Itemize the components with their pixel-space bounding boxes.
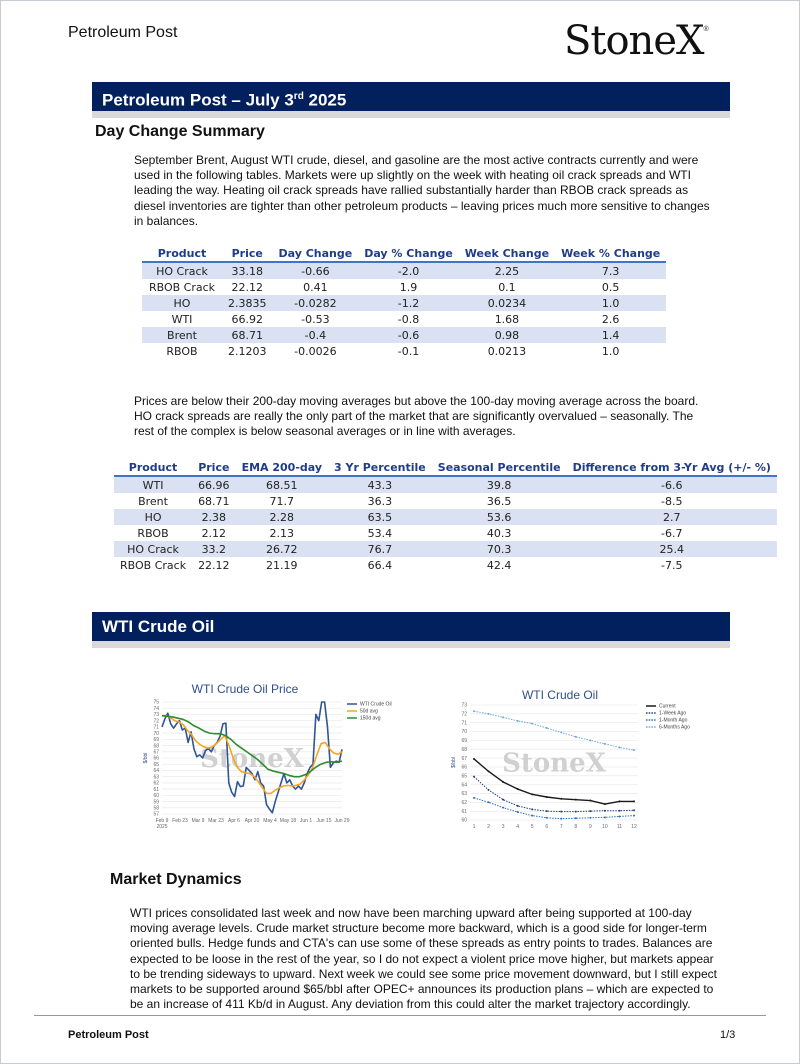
x-tick-label: Apr 20: [244, 818, 260, 824]
data-point: [546, 727, 548, 729]
table-cell: 1.4: [555, 327, 666, 343]
data-point: [589, 810, 591, 812]
legend-label: 50d avg: [360, 708, 378, 715]
table-cell: 0.0213: [487, 344, 527, 358]
table-cell: 76.7: [328, 541, 432, 557]
table-cell: -2.0: [358, 262, 459, 279]
table-cell: 7.3: [555, 262, 666, 279]
x-tick-label: 10: [602, 824, 608, 830]
registered-mark: ®: [703, 26, 708, 33]
table-cell: 2.3835: [222, 295, 273, 311]
x-tick-label: 3: [501, 824, 505, 830]
data-point: [488, 770, 490, 772]
column-header: Product: [114, 460, 192, 476]
y-tick-label: 73: [461, 702, 467, 709]
legend-label: 6-Months Ago: [659, 724, 690, 731]
logo-text: StoneX: [564, 18, 704, 64]
y-tick-label: 71: [461, 720, 467, 727]
y-tick-label: 70: [461, 729, 467, 736]
data-point: [473, 710, 475, 712]
table-cell: 39.8: [432, 476, 567, 493]
table-cell: 66.96: [192, 476, 236, 493]
data-point: [546, 810, 548, 812]
data-point: [517, 805, 519, 807]
data-point: [560, 798, 562, 800]
document-title: Petroleum Post: [68, 24, 178, 41]
table-cell: 70.3: [432, 541, 567, 557]
table-cell: WTI: [171, 312, 193, 326]
y-tick-label: 62: [153, 780, 159, 787]
footer-title: Petroleum Post: [68, 1029, 149, 1041]
y-tick-label: 72: [461, 711, 467, 718]
table-cell: Brent: [142, 327, 222, 343]
data-point: [560, 811, 562, 813]
data-point: [488, 801, 490, 803]
y-tick-label: 73: [153, 712, 159, 719]
data-point: [531, 793, 533, 795]
table-cell: -0.0282: [273, 295, 359, 311]
banner-divider: [92, 111, 730, 118]
table-row: [114, 541, 777, 557]
y-tick-label: 66: [153, 755, 159, 762]
table-row: [114, 493, 777, 509]
data-point: [502, 799, 504, 801]
data-point: [575, 817, 577, 819]
table-cell: 68.71: [198, 494, 230, 508]
day-change-table: [142, 246, 666, 359]
data-point: [560, 818, 562, 820]
x-tick-label: 2: [487, 824, 490, 830]
column-header: Seasonal Percentile: [432, 460, 567, 476]
table-header-row: [142, 246, 666, 262]
table-cell: 63.5: [328, 509, 432, 525]
table-cell: 2.13: [269, 526, 295, 540]
market-dynamics-heading: Market Dynamics: [110, 871, 242, 888]
table-cell: 0.1: [498, 280, 516, 294]
table-cell: 2.38: [192, 509, 236, 525]
watermark: StoneX: [200, 744, 304, 774]
data-point: [502, 781, 504, 783]
x-tick-label: 8: [574, 824, 578, 830]
wti-price-chart: [130, 678, 410, 838]
table-cell: 53.6: [432, 509, 567, 525]
table-cell: 36.3: [367, 494, 393, 508]
data-point: [589, 817, 591, 819]
y-axis-label: $/bbl: [143, 752, 149, 764]
x-tick-sublabel: 2025: [156, 824, 168, 830]
table-cell: 0.0234: [459, 295, 555, 311]
column-header: Difference from 3-Yr Avg (+/- %): [567, 460, 777, 476]
x-tick-label: 1: [472, 824, 476, 830]
data-point: [517, 811, 519, 813]
table-cell: HO: [114, 509, 192, 525]
data-point: [473, 776, 475, 778]
data-point: [531, 815, 533, 817]
day-change-heading: Day Change Summary: [95, 123, 265, 140]
table-cell: 2.28: [236, 509, 328, 525]
table-row: [142, 262, 666, 279]
table-cell: 0.5: [601, 280, 620, 294]
data-point: [546, 796, 548, 798]
y-tick-label: 59: [153, 799, 159, 806]
y-tick-label: 58: [153, 805, 159, 812]
table-cell: 33.18: [222, 262, 273, 279]
table-row: [142, 311, 666, 327]
table-cell: 71.7: [269, 494, 295, 508]
table-cell: 1.68: [494, 312, 520, 326]
y-tick-label: 75: [153, 699, 159, 706]
x-tick-label: Jun 29: [334, 818, 350, 824]
x-tick-label: Feb 9: [155, 818, 169, 824]
data-point: [488, 789, 490, 791]
legend-label: 150d avg: [360, 715, 381, 722]
chart-title: WTI Crude Oil: [521, 688, 599, 702]
stonex-logo: [564, 18, 708, 64]
table-cell: 2.12: [201, 526, 227, 540]
table-cell: 33.2: [192, 541, 236, 557]
data-point: [575, 811, 577, 813]
table-cell: -1.2: [358, 295, 459, 311]
watermark: StoneX: [502, 748, 606, 779]
x-tick-label: 5: [530, 824, 534, 830]
data-point: [633, 815, 635, 817]
x-tick-label: 11: [616, 824, 623, 830]
column-header: Week Change: [459, 246, 555, 262]
data-point: [604, 810, 606, 812]
table-row: [142, 279, 666, 295]
y-tick-label: 72: [153, 718, 159, 725]
table-cell: 53.4: [367, 526, 393, 540]
data-point: [517, 788, 519, 790]
table-cell: HO: [142, 295, 222, 311]
y-tick-label: 66: [461, 764, 467, 771]
table-cell: 66.4: [367, 558, 393, 572]
table-row: [114, 557, 777, 573]
y-tick-label: 67: [153, 749, 159, 756]
y-tick-label: 65: [153, 761, 159, 768]
table-cell: 21.19: [266, 558, 298, 572]
data-point: [618, 746, 620, 748]
table-row: [114, 525, 777, 541]
table-row: [142, 295, 666, 311]
table-cell: 1.0: [601, 344, 620, 358]
table-cell: -0.1: [397, 344, 420, 358]
table-cell: 22.12: [198, 558, 230, 572]
data-point: [473, 797, 475, 799]
table-cell: 22.12: [231, 280, 263, 294]
table-cell: -8.5: [661, 494, 683, 508]
table-cell: -6.6: [567, 476, 777, 493]
data-point: [531, 808, 533, 810]
table-cell: 40.3: [486, 526, 512, 540]
column-header: Week % Change: [555, 246, 666, 262]
table-cell: WTI: [114, 476, 192, 493]
data-point: [517, 720, 519, 722]
x-tick-label: Mar 9: [191, 818, 205, 824]
y-tick-label: 68: [461, 746, 467, 753]
x-tick-label: 12: [631, 824, 637, 830]
table-cell: -0.4: [273, 327, 359, 343]
series-line-1-week-ago: [474, 777, 634, 812]
data-point: [604, 803, 606, 805]
legend-label: 1-Month Ago: [659, 717, 688, 724]
data-point: [604, 743, 606, 745]
data-point: [560, 731, 562, 733]
column-header: Day % Change: [358, 246, 459, 262]
table-cell: 66.92: [231, 312, 263, 326]
data-point: [502, 807, 504, 809]
market-dynamics-paragraph: WTI prices consolidated last week and now have been marching upward after being supported at 100-day moving average levels. Crude market structure become more backward, which is a good side for longer-term oriented bulls. Hedge funds and CTA's can use some of these spreads as entry points to trades. Balances are expected to be loose in the rest of the year, so I do not expect a violent price move higher, but markets appear to be trending sideways to upward. Next week we could see some price movement downward, but I still expect markets to be supported around $65/bbl after OPEC+ announces its production plans – which are expected to be an increase of 411 Kb/d in August. Any deviation from this could alter the market trajectory accordingly.: [130, 906, 717, 1012]
column-header: Price: [222, 246, 273, 262]
table-cell: 1.9: [399, 280, 418, 294]
banner-title-sup: rd: [293, 91, 304, 102]
wti-curve-chart: [432, 684, 702, 839]
table-cell: 2.25: [459, 262, 555, 279]
y-tick-label: 61: [461, 808, 467, 815]
page-number: 1/3: [720, 1029, 736, 1041]
y-tick-label: 71: [153, 724, 159, 731]
data-point: [488, 713, 490, 715]
data-point: [531, 723, 533, 725]
table-cell: 68.71: [222, 327, 273, 343]
x-tick-label: 7: [559, 824, 563, 830]
data-point: [575, 799, 577, 801]
data-point: [618, 810, 620, 812]
y-tick-label: 64: [461, 782, 467, 789]
table-cell: 2.1203: [228, 344, 267, 358]
table-cell: -0.0026: [294, 344, 337, 358]
table-row: [114, 476, 777, 493]
table-cell: -0.53: [301, 312, 330, 326]
y-tick-label: 69: [153, 737, 159, 744]
x-tick-label: Jun 15: [316, 818, 332, 824]
x-tick-label: May 4: [263, 818, 277, 824]
table-cell: 0.98: [459, 327, 555, 343]
table-cell: Brent: [138, 494, 168, 508]
data-point: [575, 736, 577, 738]
table-cell: -6.7: [661, 526, 683, 540]
x-tick-label: Apr 6: [228, 818, 240, 824]
data-point: [589, 800, 591, 802]
y-tick-label: 65: [461, 773, 467, 780]
data-point: [618, 815, 620, 817]
data-point: [618, 800, 620, 802]
data-point: [604, 816, 606, 818]
table-cell: -0.6: [358, 327, 459, 343]
column-header: Price: [192, 460, 236, 476]
table-cell: RBOB Crack: [148, 280, 216, 294]
x-tick-label: 6: [545, 824, 549, 830]
table-cell: RBOB Crack: [120, 558, 187, 572]
main-banner: [92, 82, 730, 111]
column-header: 3 Yr Percentile: [328, 460, 432, 476]
legend-label: Current: [659, 703, 676, 710]
data-point: [473, 758, 475, 760]
table-cell: 36.5: [486, 494, 512, 508]
y-tick-label: 60: [461, 817, 467, 824]
table-cell: 2.6: [601, 312, 620, 326]
column-header: Day Change: [273, 246, 359, 262]
banner-title-suffix: 2025: [303, 90, 347, 110]
table-row: [114, 509, 777, 525]
table-cell: 42.4: [486, 558, 512, 572]
footer-divider: [34, 1015, 766, 1016]
table-cell: RBOB: [166, 344, 198, 358]
data-point: [589, 739, 591, 741]
table-cell: HO Crack: [142, 262, 222, 279]
x-tick-label: 9: [588, 824, 592, 830]
legend-label: 1-Week Ago: [659, 710, 687, 717]
table-cell: -7.5: [661, 558, 683, 572]
y-tick-label: 63: [461, 791, 467, 798]
table-row: [142, 327, 666, 343]
y-tick-label: 68: [153, 743, 159, 750]
wti-banner: WTI Crude Oil: [92, 612, 730, 641]
x-tick-label: May 18: [279, 818, 297, 824]
table-cell: 2.7: [567, 509, 777, 525]
x-tick-label: 4: [516, 824, 520, 830]
y-tick-label: 69: [461, 738, 467, 745]
series-line-6-months-ago: [474, 711, 634, 750]
y-tick-label: 61: [153, 786, 159, 793]
table-cell: -0.8: [397, 312, 420, 326]
data-point: [633, 800, 635, 802]
y-tick-label: 63: [153, 774, 159, 781]
y-tick-label: 70: [153, 730, 159, 737]
y-tick-label: 62: [461, 800, 467, 807]
data-point: [633, 809, 635, 811]
column-header: Product: [142, 246, 222, 262]
table-cell: -0.66: [273, 262, 359, 279]
table-header-row: [114, 460, 777, 476]
table-cell: HO Crack: [114, 541, 192, 557]
data-point: [633, 749, 635, 751]
x-tick-label: Jun 1: [299, 818, 313, 824]
y-axis-label: $/bbl: [451, 757, 457, 768]
banner-title-prefix: Petroleum Post – July 3: [102, 90, 294, 110]
y-tick-label: 60: [153, 793, 159, 800]
y-tick-label: 57: [153, 811, 159, 818]
x-tick-label: Mar 23: [208, 818, 224, 824]
table-cell: 26.72: [236, 541, 328, 557]
table-cell: RBOB: [137, 526, 169, 540]
moving-average-paragraph: Prices are below their 200-day moving averages but above the 100-day moving average across the board. HO crack spreads are really the only part of the market that are significantly overvalued – seasonally. The rest of the complex is below seasonal averages or in line with averages.: [134, 394, 699, 439]
y-tick-label: 67: [461, 755, 467, 762]
column-header: EMA 200-day: [236, 460, 328, 476]
table-cell: 68.51: [236, 476, 328, 493]
table-row: [142, 343, 666, 359]
chart-title: WTI Crude Oil Price: [191, 682, 299, 696]
series-line-1-month-ago: [474, 798, 634, 819]
y-tick-label: 64: [153, 768, 159, 775]
valuation-table: [114, 460, 777, 573]
y-tick-label: 74: [153, 705, 159, 712]
wti-banner-divider: [92, 641, 730, 648]
day-change-paragraph: September Brent, August WTI crude, diesel, and gasoline are the most active contracts currently and were used in the following tables. Markets were up slightly on the week with heating oil crack spreads and WTI leading the way. Heating oil crack spreads have rallied substantially harder than RBOB crack spreads as diesel inventories are tighter than other petroleum products – leaving prices much more sensitive to changes in balances.: [134, 153, 710, 228]
legend-label: WTI Crude Oil: [360, 701, 392, 708]
table-cell: 25.4: [567, 541, 777, 557]
table-cell: 43.3: [328, 476, 432, 493]
data-point: [502, 716, 504, 718]
x-tick-label: Feb 23: [172, 818, 188, 824]
table-cell: 0.41: [303, 280, 328, 294]
data-point: [546, 817, 548, 819]
table-cell: 1.0: [555, 295, 666, 311]
